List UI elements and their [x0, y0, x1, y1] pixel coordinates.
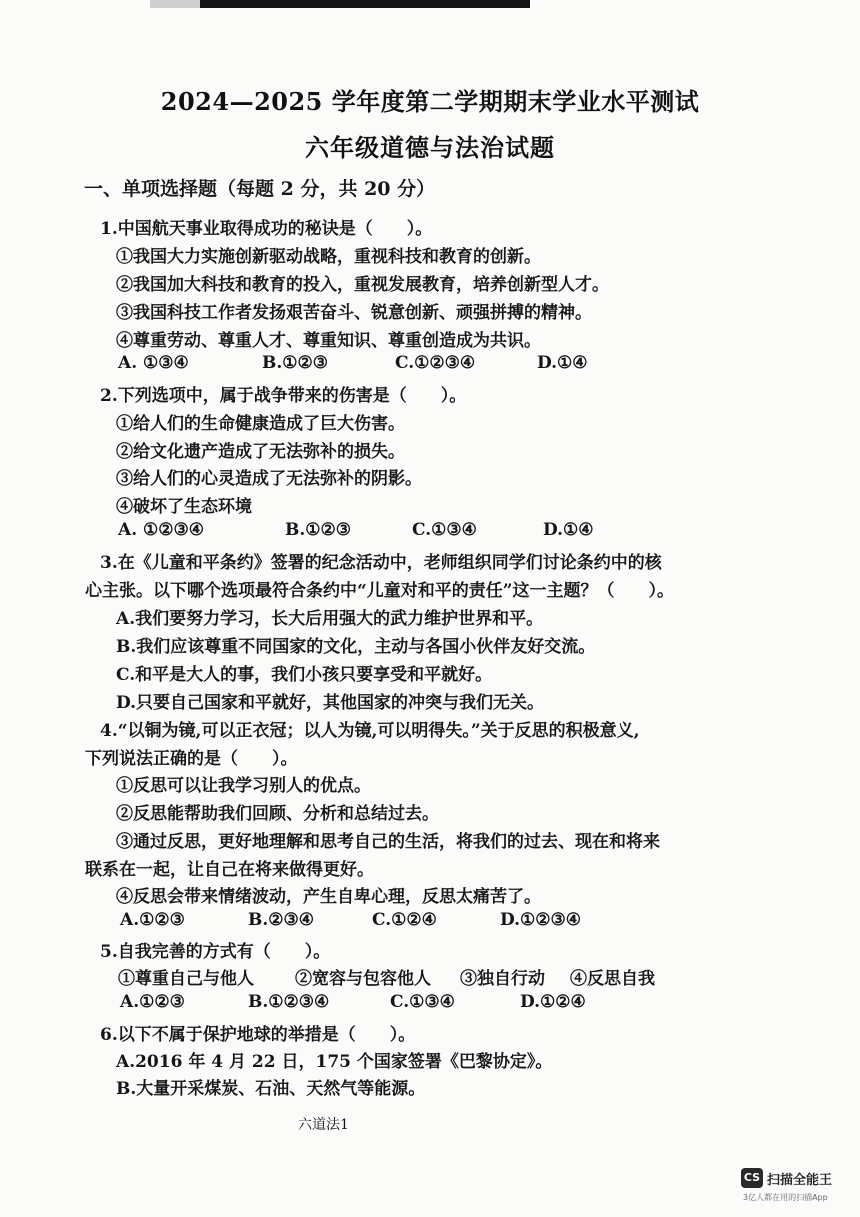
q5-option-c: C.①③④ [390, 992, 455, 1012]
q2-item-4: ④破坏了生态环境 [116, 497, 252, 517]
question-3-stem-line-2: 心主张。以下哪个选项最符合条约中“儿童对和平的责任”这一主题？（ ）。 [85, 581, 675, 601]
section-heading: 一、单项选择题（每题 2 分，共 20 分） [84, 178, 436, 200]
page-footer-label: 六道法1 [298, 1117, 349, 1133]
q5-option-a: A.①②③ [120, 992, 185, 1012]
q5-choice-2: ②宽容与包容他人 [295, 969, 431, 989]
q2-option-c: C.①③④ [412, 520, 477, 540]
q2-item-3: ③给人们的心灵造成了无法弥补的阴影。 [116, 469, 422, 489]
q3-option-d: D.只要自己国家和平就好，其他国家的冲突与我们无关。 [116, 693, 545, 713]
q1-option-b: B.①②③ [262, 353, 329, 373]
q5-option-b: B.①②③④ [248, 992, 330, 1012]
scan-top-edge-light [150, 0, 200, 8]
q1-item-1: ①我国大力实施创新驱动战略，重视科技和教育的创新。 [116, 247, 541, 267]
q1-option-c: C.①②③④ [395, 353, 476, 373]
q4-option-b: B.②③④ [248, 910, 315, 930]
question-6-stem: 6.以下不属于保护地球的举措是（ ）。 [100, 1025, 416, 1045]
q1-option-d: D.①④ [537, 353, 588, 373]
q5-choice-1: ①尊重自己与他人 [118, 969, 254, 989]
question-4-stem-line-1: 4.“以铜为镜,可以正衣冠；以人为镜,可以明得失。”关于反思的积极意义, [100, 721, 640, 741]
q1-item-3: ③我国科技工作者发扬艰苦奋斗、锐意创新、顽强拼搏的精神。 [116, 303, 592, 323]
question-3-stem-line-1: 3.在《儿童和平条约》签署的纪念活动中，老师组织同学们讨论条约中的核 [100, 553, 662, 573]
q2-option-d: D.①④ [543, 520, 594, 540]
q3-option-b: B.我们应该尊重不同国家的文化，主动与各国小伙伴友好交流。 [116, 637, 596, 657]
q4-item-3: ③通过反思，更好地理解和思考自己的生活，将我们的过去、现在和将来 [116, 832, 660, 852]
q2-item-1: ①给人们的生命健康造成了巨大伤害。 [116, 414, 405, 434]
question-5-stem: 5.自我完善的方式有（ ）。 [100, 942, 331, 962]
scan-top-edge [150, 0, 530, 8]
q2-option-a: A. ①②③④ [118, 520, 204, 540]
q4-item-3-continued: 联系在一起，让自己在将来做得更好。 [85, 860, 374, 880]
q4-item-1: ①反思可以让我学习别人的优点。 [116, 776, 371, 796]
q4-option-a: A.①②③ [120, 910, 185, 930]
q1-option-a: A. ①③④ [118, 353, 189, 373]
q4-item-4: ④反思会带来情绪波动，产生自卑心理，反思太痛苦了。 [116, 887, 541, 907]
q6-option-b: B.大量开采煤炭、石油、天然气等能源。 [116, 1079, 426, 1099]
q5-choice-3: ③独自行动 [460, 969, 545, 989]
watermark-app-name: 扫描全能王 [767, 1173, 833, 1188]
q1-item-4: ④尊重劳动、尊重人才、尊重知识、尊重创造成为共识。 [116, 331, 541, 351]
q4-option-c: C.①②④ [372, 910, 437, 930]
cs-logo-icon: CS [741, 1168, 763, 1188]
q3-option-a: A.我们要努力学习，长大后用强大的武力维护世界和平。 [116, 609, 544, 629]
q3-option-c: C.和平是大人的事，我们小孩只要享受和平就好。 [116, 665, 493, 685]
watermark-tagline: 3亿人都在用的扫描App [743, 1193, 828, 1202]
q2-item-2: ②给文化遗产造成了无法弥补的损失。 [116, 442, 405, 462]
q1-item-2: ②我国加大科技和教育的投入，重视发展教育，培养创新型人才。 [116, 275, 609, 295]
q2-option-b: B.①②③ [285, 520, 352, 540]
question-4-stem-line-2: 下列说法正确的是（ ）。 [85, 749, 298, 769]
q4-option-d: D.①②③④ [500, 910, 582, 930]
q5-option-d: D.①②④ [520, 992, 586, 1012]
question-2-stem: 2.下列选项中，属于战争带来的伤害是（ ）。 [100, 386, 467, 406]
exam-title: 2024—2025 学年度第二学期期末学业水平测试 [160, 87, 700, 116]
q4-item-2: ②反思能帮助我们回顾、分析和总结过去。 [116, 804, 439, 824]
question-1-stem: 1.中国航天事业取得成功的秘诀是（ ）。 [100, 219, 433, 239]
q6-option-a: A.2016 年 4 月 22 日，175 个国家签署《巴黎协定》。 [116, 1052, 553, 1072]
exam-subtitle: 六年级道德与法治试题 [305, 133, 555, 162]
q5-choice-4: ④反思自我 [570, 969, 655, 989]
